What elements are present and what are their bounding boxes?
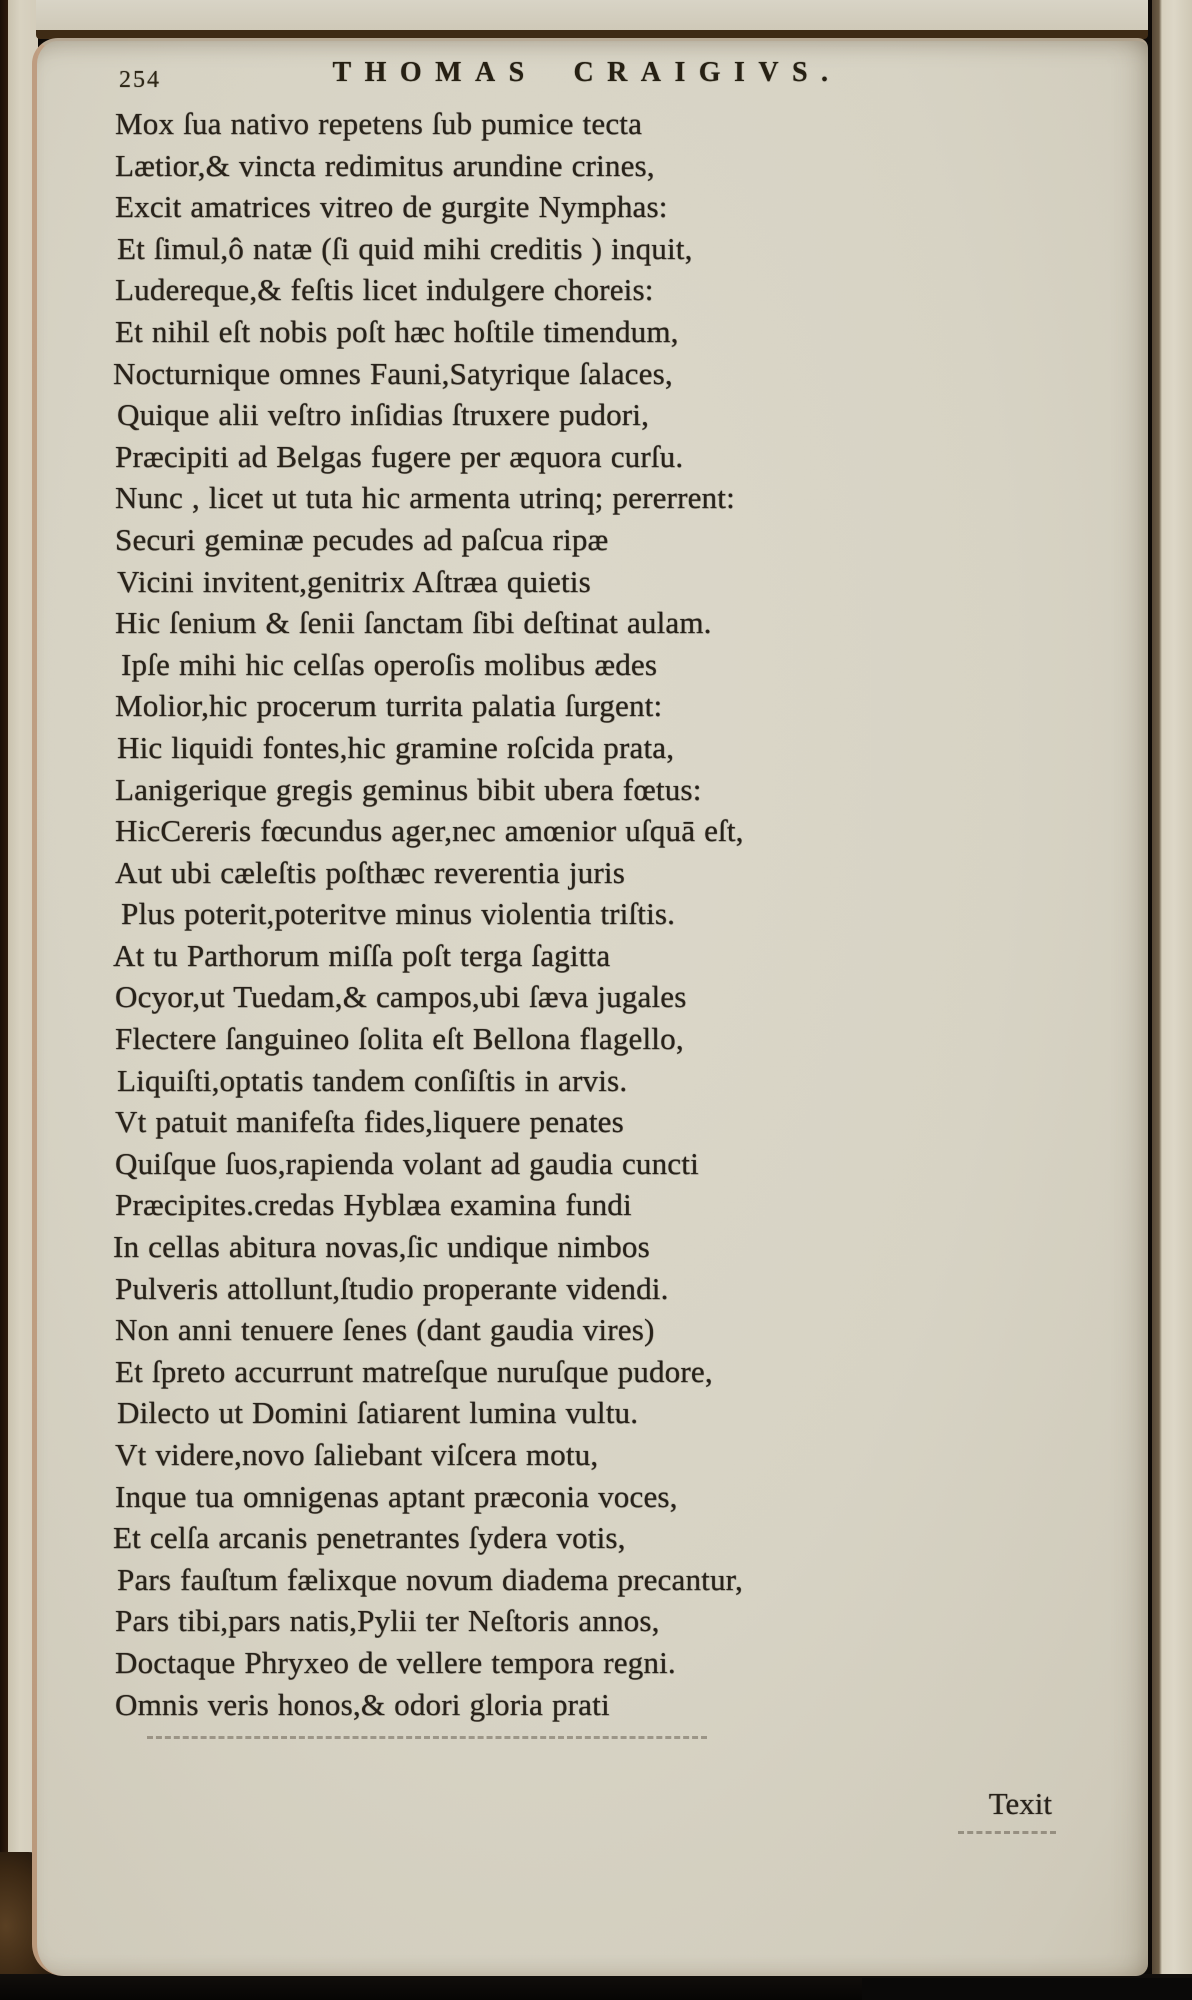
poem-line: At tu Parthorum miſſa poſt terga ſagitta xyxy=(113,937,611,973)
poem-line: In cellas abitura novas,ſic undique nimbos xyxy=(113,1229,650,1265)
poem-line: Et nihil eſt nobis poſt hæc hoſtile timendum, xyxy=(115,313,679,349)
poem-line: Hic liquidi fontes,hic gramine roſcida prata, xyxy=(117,729,675,765)
poem-line: Plus poterit,poteritve minus violentia triſtis. xyxy=(121,896,676,932)
poem-line: Molior,hic procerum turrita palatia ſurgent: xyxy=(115,688,663,724)
poem-line: Excit amatrices vitreo de gurgite Nymphas: xyxy=(115,189,668,225)
poem-line: Lanigerique gregis geminus bibit ubera fœtus: xyxy=(115,771,702,807)
book-page xyxy=(32,38,1148,1976)
poem-line: Quique alii veſtro inſidias ſtruxere pudori, xyxy=(117,397,650,433)
poem-line: Præcipiti ad Belgas fugere per æquora curſu. xyxy=(115,438,684,474)
poem-line: Doctaque Phryxeo de vellere tempora regni. xyxy=(115,1644,676,1680)
ink-bleed-marks xyxy=(147,1736,707,1739)
poem-line: Mox ſua nativo repetens ſub pumice tecta xyxy=(115,106,643,141)
poem-line: Ipſe mihi hic celſas operoſis molibus ædes xyxy=(121,646,658,682)
page-header xyxy=(37,57,1148,101)
poem-line: Vt videre,novo ſaliebant viſcera motu, xyxy=(115,1437,599,1472)
poem-line: Dilecto ut Domini ſatiarent lumina vultu. xyxy=(117,1395,639,1431)
poem-line: Lætior,& vincta redimitus arundine crines, xyxy=(115,147,655,183)
poem-line: Ludereque,& feſtis licet indulgere choreis: xyxy=(115,272,654,308)
poem-text xyxy=(115,103,1125,1725)
poem-line: Pulveris attollunt,ſtudio properante videndi. xyxy=(115,1270,669,1306)
poem-line: Flectere ſanguineo ſolita eſt Bellona flagello, xyxy=(115,1021,684,1057)
running-title: THOMAS CRAIGIVS. xyxy=(332,57,842,88)
poem-line: Ocyor,ut Tuedam,& campos,ubi ſæva jugales xyxy=(115,979,687,1015)
poem-line: Securi geminæ pecudes ad paſcua ripæ xyxy=(115,521,609,557)
poem-line: Et celſa arcanis penetrantes ſydera votis, xyxy=(113,1520,626,1556)
poem-line: HicCereris fœcundus ager,nec amœnior uſquā eſt, xyxy=(115,813,744,849)
poem-line: Præcipites.credas Hyblæa examina fundi xyxy=(115,1187,632,1223)
page-number: 254 xyxy=(119,67,161,93)
poem-line: Pars tibi,pars natis,Pylii ter Neſtoris annos, xyxy=(115,1603,660,1639)
poem-line: Inque tua omnigenas aptant præconia voces, xyxy=(115,1478,678,1514)
top-page-edge xyxy=(36,0,1148,39)
poem-line: Vt patuit manifeſta fides,liquere penates xyxy=(115,1104,624,1140)
poem-line: Nocturnique omnes Fauni,Satyrique ſalaces, xyxy=(113,355,673,391)
poem-line: Aut ubi cæleſtis poſthæc reverentia juris xyxy=(115,854,625,890)
poem-line: Liquiſti,optatis tandem conſiſtis in arvis. xyxy=(117,1062,628,1098)
poem-line: Non anni tenuere ſenes (dant gaudia vires) xyxy=(115,1312,655,1348)
catchword: Texit xyxy=(988,1786,1052,1821)
poem-line: Vicini invitent,genitrix Aſtræa quietis xyxy=(117,563,591,599)
backdrop-shadow xyxy=(862,1978,1192,2000)
fore-edge-pages xyxy=(1152,0,1192,1984)
poem-line: Et ſimul,ô natæ (ſi quid mihi creditis ) inquit, xyxy=(117,230,693,266)
poem-line: Nunc , licet ut tuta hic armenta utrinq; pererrent: xyxy=(115,480,735,516)
poem-line: Pars fauſtum fælixque novum diadema precantur, xyxy=(117,1561,743,1597)
ink-bleed-marks xyxy=(958,1831,1056,1834)
poem-line: Et ſpreto accurrunt matreſque nuruſque pudore, xyxy=(115,1353,713,1389)
poem-line: Omnis veris honos,& odori gloria prati xyxy=(115,1686,610,1722)
poem-line: Hic ſenium & ſenii ſanctam ſibi deſtinat aulam. xyxy=(115,605,712,641)
poem-line: Quiſque ſuos,rapienda volant ad gaudia cuncti xyxy=(115,1145,699,1181)
